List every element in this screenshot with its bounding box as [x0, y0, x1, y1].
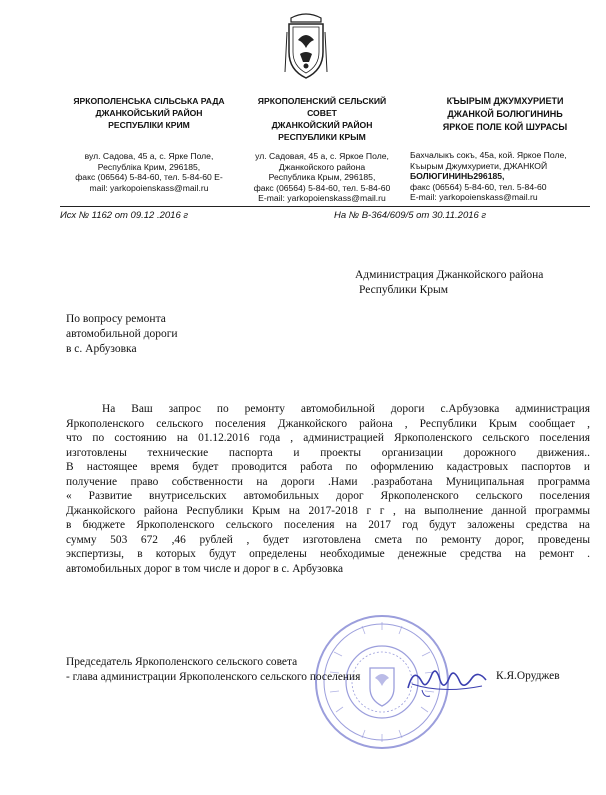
- header-left-address: [60, 151, 238, 193]
- subject: [66, 312, 266, 357]
- body-line: получение право собственности на дороги .Нами .разработана Муниципальная программа: [66, 475, 590, 488]
- header-right-address-line: Бахчалыкъ сокъ, 45а, кой. Яркое Поле,: [410, 150, 567, 160]
- header-middle-column: [243, 95, 401, 204]
- header-middle-address-line: Республика Крым, 296185,: [268, 172, 376, 182]
- header-right-address-line: факс (06564) 5-84-60, тел. 5-84-60: [410, 181, 547, 192]
- header-middle-address-line: факс (06564) 5-84-60, тел. 5-84-60: [253, 182, 391, 193]
- body-line: На Ваш запрос по ремонту автомобильной дороги с.Арбузовка администрация: [102, 403, 590, 415]
- header-right-title-line: ЯРКОЕ ПОЛЕ КОЙ ШУРАСЫ: [442, 122, 568, 132]
- body-line: « Развитие внутрисельских автомобильных дорог Яркополенского сельского поселения: [66, 490, 590, 502]
- addressee: [355, 268, 595, 298]
- header-middle-title: [243, 95, 401, 143]
- subject-line: По вопросу ремонта: [66, 313, 166, 325]
- subject-line: в с. Арбузовка: [66, 343, 137, 355]
- body-line: В настоящее время будет проводится работа по оформлению кадастровых паспортов и: [66, 461, 590, 473]
- header-right-address: [410, 150, 600, 203]
- outgoing-reference: Исх № 1162 от 09.12 .2016 г: [60, 210, 189, 221]
- header-divider: [60, 206, 590, 207]
- header-right-column: [410, 95, 600, 203]
- header-left-column: [60, 95, 238, 193]
- subject-line: автомобильной дороги: [66, 328, 178, 340]
- body-line: Яркополенского сельского поселения Джанкойского района , Республики Крым сообщает ,: [66, 417, 590, 430]
- header-middle-title-line: СОВЕТ: [307, 108, 337, 118]
- header-right-address-line: БОЛЮГИНИНЬ296185,: [410, 171, 505, 181]
- header-middle-title-line: ДЖАНКОЙСКИЙ РАЙОН: [271, 120, 373, 130]
- header-right-title-line: ДЖАНКОЙ БОЛЮГИНИНЬ: [447, 109, 563, 119]
- header-left-title: [60, 95, 238, 131]
- header-left-address-line: Республіка Крим, 296185,: [97, 161, 201, 172]
- header-left-title-line: ДЖАНКОЙСЬКИЙ РАЙОН: [95, 108, 203, 118]
- letter-body: [66, 402, 590, 576]
- signer-title-line2: - глава администрации Яркополенского сельского поселения: [66, 671, 361, 683]
- body-line: экспертизы, в которых будут определены необходимые денежные средства на ремонт .: [66, 548, 590, 560]
- addressee-line: Администрация Джанкойского района: [355, 269, 544, 281]
- header-left-title-line: РЕСПУБЛІКИ КРИМ: [108, 120, 190, 130]
- body-line: Джанкойского района Республики Крым на 2017-2018 г г , на выполнение данной программы: [66, 504, 590, 517]
- header-middle-address-line: E-mail: yarkopoienskass@mail.ru: [258, 193, 386, 203]
- addressee-line: Республики Крым: [359, 284, 448, 296]
- header-right-title-line: КЪЫРЫМ ДЖУМХУРИЕТИ: [446, 96, 564, 106]
- signer-title-line1: Председатель Яркополенского сельского совета: [66, 656, 298, 668]
- header-right-address-line: E-mail: yarkopoienskass@mail.ru: [410, 192, 538, 202]
- body-line: изготовлены технические паспорта и проекты организации дорожного движения..: [66, 446, 590, 459]
- header-right-address-line: Къырым Джумхуриети, ДЖАНКОЙ: [410, 160, 548, 171]
- header-middle-address: [243, 151, 401, 204]
- header-middle-address-line: ул. Садовая, 45 а, с. Яркое Поле,: [255, 151, 389, 161]
- header-middle-title-line: ЯРКОПОЛЕНСКИЙ СЕЛЬСКИЙ: [257, 96, 387, 106]
- header-left-address-line: факс (06564) 5-84-60, тел. 5-84-60 E-: [75, 172, 223, 182]
- header-left-title-line: ЯРКОПОЛЕНСЬКА СІЛЬСЬКА РАДА: [73, 96, 225, 106]
- header-middle-title-line: РЕСПУБЛИКИ КРЫМ: [278, 132, 366, 142]
- header-left-address-line: вул. Садова, 45 а, с. Ярке Поле,: [84, 151, 214, 161]
- signer-name: К.Я.Оруджев: [496, 670, 560, 682]
- header-middle-address-line: Джанкойского района: [278, 161, 366, 172]
- header-right-title: [410, 95, 600, 134]
- header-left-address-line: mail: yarkopoienskass@mail.ru: [89, 182, 209, 193]
- crimea-coat-of-arms-icon: [283, 12, 329, 84]
- body-line: что по состоянию на 01.12.2016 года , администрацией Яркополенского сельского поселения: [66, 432, 590, 444]
- incoming-reference: На № В-364/609/5 от 30.11.2016 г: [334, 210, 487, 221]
- body-line: автомобильных дорог в том числе и дорог в с. Арбузовка: [66, 562, 344, 575]
- body-line: сумму 503 672 ,46 рублей , будет изготовлена смета по ремонту дорог, проведены: [66, 533, 590, 546]
- body-line: в бюджете Яркополенского сельского поселения на 2017 год будут заложены средства на: [66, 519, 590, 531]
